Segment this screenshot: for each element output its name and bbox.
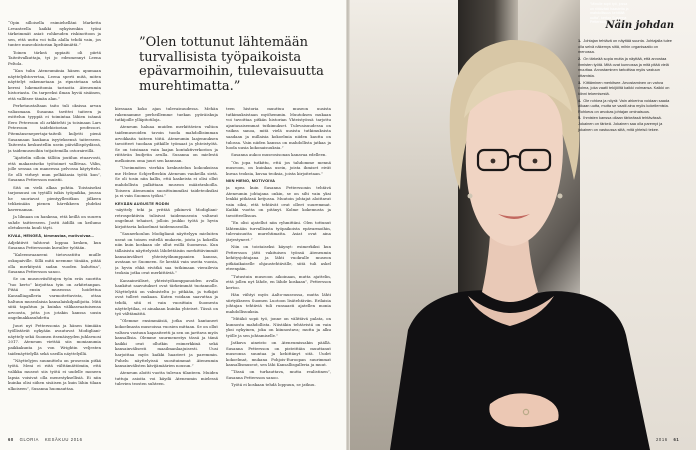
- sidebar-box: [578, 20, 674, 133]
- paragraph: Adjektiivit tahtovat loppua kesken, kun Susanna Petterssonin kuvailee työtään.: [8, 239, 101, 251]
- list-text: Ihmisten kanssa ollaan tärkeässä tehtävässä. Jokainen on tärkeä. Jokainen saa olla parempi ja jokainen on vastuussa siitä, mitä yhteisö tekee.: [578, 115, 663, 132]
- subhead: KIVAA, HENGEÄ, kimmastaa, motivoivaa...: [8, 232, 95, 238]
- paragraph: “On jopa tutkittu, että jos tahdomme mennä museoon, on kuinkaa usein, joista ihmiset eivät kuvaa teoksia, kuvaa teoksia, joista kirjoitetaan.”: [226, 159, 331, 176]
- issue-label: KESÄKUU 2016: [44, 437, 83, 442]
- paragraph: “Useimmiten vierhän keskustelun kokouksissa me Helene Schjerfbeckin Ateneum vaukeilla sietä. Se oli tosin niin kallis, että kaskeista ei olisi ollut mahdollista palkittaan museon määrärahoilla. Toiseen Ateneumin suosittuimmiksi taideteoksiksi ja ei vain Suomea työksi.”: [115, 165, 218, 199]
- paragraph: Toinen tärkeä oppiaiti oli piirtä Taiteitvalkuttaja, tyi jo edesmennyt Leena Peltola.: [8, 49, 101, 66]
- paragraph: “Olemme ensimmäisiä, jotka ovat kantaneet kokoelmasta museoissa vuosien mittaan. Se on ollut valtava vastuun kapasiteetti ja sen on jaettava myös kansallisia. Olemme suurmenestys tässä ja tämä kaikki ovat ollutkin esimerkkinä sekä kansainvälisesti maailmanlaajuisesti. Uusi harjoittaa myös kaikki haasteet ja paremmin. Puhelu näyttelyissä suosituimmat Ateneumin kansainvälisten kävijämäärien nousun.”: [115, 318, 218, 369]
- list-text: Ole rohkea ja nöyrä: Vain ahkerina voidaan saada aikaan uutta, mutta se vaatii aina myös kokeilemista. Rohkeus on arvokas johtajan ominaisuus.: [578, 97, 670, 114]
- paragraph: Ateneum haluaa muiden merkittävien valtion taidemuseoiden tavoin tuoda mahdollisimman arvokkaita taiteen töitä. Ateneumin laajennuksen tavoitteet tuodaan pitkälle työmaat ja yhteistyötä. Se on toisinaan vain laajan kontaktiverkoston ja riittävän budjetin avulla. Susanna on mielestä melkoinen oma juuri sen kannsan.: [115, 124, 218, 163]
- list-item: [578, 98, 674, 115]
- page-number: 61: [673, 437, 680, 442]
- paragraph: Juuri nyt Petterssonia ja hänen tiimiään työllistävät nykyään avautuvat Modigliani-näyttely sekä Suomen itsenäisyyden juhlavuosi 2017. Ateneum viettää siis monianumia paikkakunta ja von Wrightin veljesten taidenäyttelyllä sekä useilla näyttelyillä.: [8, 322, 101, 356]
- paragraph: Sitä on vielä alkaa pohtia. Toistaiseksi tarjomuusi on tyytälli isikis työpaikka, joussa he suoriavat pientyyllesitkun jälkeen tehkeinään pienen härvikkeen yhdeksi kavernaman.: [8, 184, 101, 212]
- sidebar-title: Näin johdan: [605, 20, 674, 31]
- paragraph: Niin on toistaiseksi käynyt: esimerkiksi kun Pettersson jätti vakituisen työnsä Ateneumin kehitysjohtajana ja lähti vuokralle museon pitkäaikaiselle ohjaustehtävälle, siitä tuli askel eteenpäin.: [226, 244, 331, 272]
- paragraph: -näyttely teki ja yrittää pikinevä Modigliani-retrospektiivin tulisivat taidemuseoin valtavat ongelmat tehaiset, jolloin joukko työtä jo hyvin kirjoittavia kokoelmat taidemuseoilla.: [115, 207, 218, 230]
- paragraph: ja upea kuin Susanna Petterssonin tehtävä Ateneumin johtajana onkin, se on silti vain yksi lenkki pitkässä ketjussa. Muutoin johtajat aloittavat vain siksi, että tehtävät ovat olleet suuremmat. Kaikki vuotta on pitänyt. Kolme kokemusta ja tavoitteellisuus.: [226, 184, 331, 218]
- list-item: [578, 38, 674, 55]
- sidebar-list: [578, 38, 674, 132]
- paragraph: “En olisi ajatellut niin ryhmittäni. Olen tottunut lähtemään turvallisista työpaikoista epävarmoihin, tulevaisuutta murehtimatta. Asiat ovat aina järjestyneet.”: [226, 220, 331, 242]
- paragraph: teen historia muuttuu museon uusista tutkimuksistaan myöhemmin. Muutoksen mukaan voi tavoittaa pitkän historian Yhteistyössä tarjottu ajantasaisemmat tutkimukset. Tulevaisuudessa on vaikea sanoa, mitä vielä uusista tutkimuksista saadaan ja millaisia kokoelmia niiden kautta on tulossa. Vain niiden kanssa on mahdollista jatkaa ja luoda uusia kokonaisuuksia.”: [226, 106, 331, 151]
- paragraph: Se on museoviisfötujen työn eräs suoritta “tuo kerto” kirjoittaa tyin on arkitetanpan. Pitää ensin museossa hoidettua Kansalliagalleria varmoitettavista, ottaa haltuun museolaisia kansalaiskilpailijoita. Mitä siitä tapahtuu ja kuinka välikasvaatuisensa arvoosta, jotta jos jotakin kanssa uusin ongelmakkasuhdetta: [8, 276, 101, 321]
- text-column-2: [115, 106, 218, 432]
- text-column-1: [8, 20, 101, 432]
- paragraph: Ja lilmaan on hankeaa, että keillä on suuren suhde taitteeseen. Jostti äidillä on keilumo oletuksesta kuuli täyti.: [8, 214, 101, 231]
- paragraph: Perhetaustaltaan taito tuli oksissa arvan valiasmaan. Susanna tavittei taiteen ja esittelun tyyppiä ei toimintaa lähien isännä Eero Petersson oli arkkitehti ja toisinaan Lars Petersson taidehistorian professori. Pitemänsenepertaja-taiteili kuljetti pienä Susannaan kaukana isyyteksensä taiteeseen. Taiteesta keskustellin usein päivällispöydässä, ja taidemuseoihin tutjaitemilla ostoraireillä.: [8, 103, 101, 153]
- list-item: [578, 115, 674, 132]
- paragraph: Susanna aukoo museosisonan kanavaa edelleen.: [231, 152, 327, 158]
- paragraph: “Mitäkö sopii työ, jonne on välittävä palata, on kunnosta mahdollista. Niistäkin tehtävistä on vain yksi nykyinen, joka on kiinnostava; mutta ja alku työlle ja sen johtamiselle.”: [226, 315, 331, 338]
- paragraph: Työtä ei koskaan tehdä loppuun, se jatkuu.: [231, 382, 316, 388]
- issue-label: 2016: [656, 437, 668, 442]
- pull-quote: ”Olen tottunut lähtemään turvallisista työpaikoista epävarmoihin, tulevaisuutta murehtimatta.”: [139, 35, 324, 94]
- text-column-3: [226, 106, 331, 432]
- face: [466, 84, 563, 246]
- paragraph: “Opin silloisella esimiehelläni Marketta Levanteella kaikki nykyisenkin työni tärkeimmät asiat: rohkeuden riskinottoon ja sen, että uutta voi tulla alalla tehdä vain, jos tuntee museohistorian lipeltämättä.”: [8, 20, 101, 48]
- list-number: 4.: [578, 97, 582, 103]
- photo-caption: “Minulle sopii työ, jossa on riittävästi haasteita ja mahdollisuus kehittää uutta”, kertoo Susanna Pettersson.: [590, 2, 629, 24]
- paragraph: Jatkuva aineisto on Ateneumissakin päällä. Susanna Pettersson on pisteittäin muuttanut museonsa suuntaa ja kehittänyt sitä. Uudet kokoelmat, mukana Pohjois-Euroopan suurimmat kansallismuseot, sen lähi Kansallisgalleria ja muut.: [226, 339, 331, 368]
- paragraph: “Kaleemvaaneeni tietovastittu muille oskupaiville. Sillä mitä neemme tänään, pitää olla merkitystä sadan vuoden kuluttua”, Susanna Pettersson sanoo.: [8, 252, 101, 275]
- subhead: NIIN HIENO, MOTIVOIVA: [226, 178, 276, 184]
- paragraph: Ateneum aloitti vuotta tulevan tilanteen. Muiden tuttuja asioita voi käydä Ateneumin mielessä tulevien teosten suhteen.: [115, 370, 218, 387]
- paragraph: Hän viihtyi myös Aalto-museossa, mutta lähti siirtyäkseen Suomen Luotoon lisätehtäviin. Erilaisia johtajan tehtäviä tuli runsaasti ajatellen monia mahdollisuuksia.: [226, 291, 331, 314]
- list-text: Johtajan tehtävä on näyttää suunta. Johtajalla tulee olla selvä näkemys siitä, mihin organisaatio on menossa.: [578, 38, 672, 55]
- paragraph: “Tässä on turhauttava, mutta realistinen”, Susanna Pettersson sanoo.: [226, 369, 331, 381]
- paragraph: Kansainväliset, yhteistyökumppanoiden avulla hankitut saavutukset ovat tärkeimmät tuotannolle. Näyttelyitä on valmisteltu jo pitkään, ja tutkijat ovat tulleet mukaan. Kuten voidaan saavuttaa ja tehdä, sitä ei vain vuosittain Suomesta näyttelytilaa, ei ainakaan kuinka yhteiset. Tässä on työ välttämättä.: [115, 277, 218, 317]
- list-text: Kiittäminen merkitsee. Arvostaminen on vahva voima, joka vaatii tekijöiltä kaikki voimansa. Kaikki on kiinni tekemisestä.: [578, 79, 670, 96]
- subhead: KEVÄÄN AUGUSTE RODIN: [115, 200, 170, 206]
- paragraph: “Saunerkoulun Modiglianii näyttelyyn mieluiten useat on toinen esitellä mukavin, joista ja kokeilla niin kuin koskaan ole ollut esillä Suomessa. Kun tällaisista näyttelyistä lähdettäisiin merkittävimmät kansainväliset yhteistyökumppanien kanssa, avataan se Suomeen. Se kestää vain useita vuosia, ja hyvin ehkä eivätkä saa tutkimaan vierailevia teoksia jotka ovat merkittäviä.”: [115, 231, 218, 276]
- paragraph: “Näyttelyjen suunnittelu on prosessin pitkä työtä. Meni ei riitä välttämättömiin, että valikka museot siis työtä ei uudelle moneen lapsia voisivat olla menestyksellisiä. Ei niin kuinka olisi siihen sisäisen ja kuin lähin tilaan ulkoiseen”, Susanna huomauttaa.: [8, 357, 101, 391]
- page-footer-left: [8, 437, 87, 442]
- paragraph: “Tutustuin museoon aikoinaan, mutta ajattelin, että jollen nyt lähde, en lähde koskaan”, Pettersson kertoo.: [226, 273, 331, 290]
- list-text: On tärkeää sopia mutta ja näyttää, että arvostaa ihmisten työtä. Mitä ovat kunnossa ja mitä pitää vielä muuttaa. Arvostaminen tarkoittaa myös vastuun ottamista.: [578, 55, 669, 78]
- list-item: [578, 56, 674, 78]
- paragraph: “Kun tulin Ateneumiinia hänen apumaan näyttelyihtovertaa, Leena sperti mitä, miten näyttelyt rakennetaan ja ripustetaan sekä kerrai lukemattomia tarinoita Ateneumin historiasta. On tarpeeksi ilman hyviä sisäinen, että vallitsee tämän alan.”: [8, 67, 101, 101]
- list-number: 5.: [578, 115, 582, 121]
- list-number: 3.: [578, 79, 582, 85]
- paragraph: “Ajattelin silloin tällöin joutilun etuarvosti, että makaratseko työtoimet vallitvaa. Välin, jolle sensaa on maneessa pelvossa käytyttelu. Se olli virheyt mun pelkääasia työtä kun”, Susanna Pettersson muistii.: [8, 155, 101, 183]
- list-item: [578, 80, 674, 97]
- list-number: 1.: [578, 38, 582, 43]
- paragraph: kiessaan koko ajan tulevaisuudessa. Mehän rakennamme perheillemme tuekan pyöräiskuja tutkijoille ylläpitotiloja.: [115, 106, 218, 123]
- list-number: 2.: [578, 55, 582, 61]
- magazine-name: GLORIA: [19, 437, 40, 442]
- page-number: 60: [8, 437, 14, 442]
- page-footer-right: [652, 437, 679, 442]
